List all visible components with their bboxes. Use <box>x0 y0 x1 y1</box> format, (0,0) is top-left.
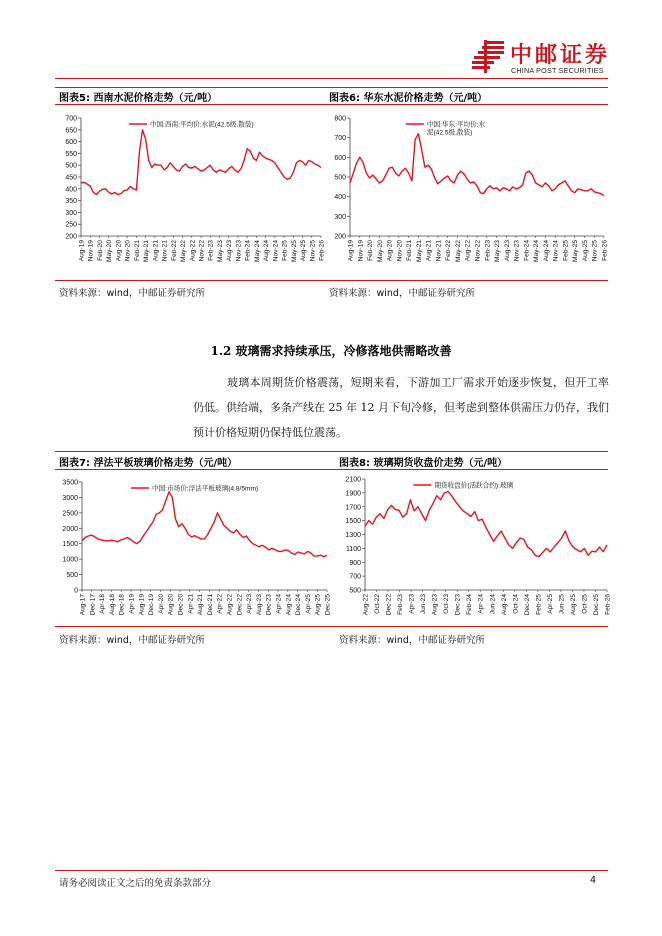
x-tick-label: Aug-22 <box>362 594 370 616</box>
china-post-logo-icon <box>470 40 506 74</box>
x-tick-label: Aug-22 <box>189 240 197 262</box>
x-tick-label: Oct-25 <box>581 594 589 614</box>
x-tick-label: May-22 <box>180 240 188 262</box>
x-tick-label: Nov-21 <box>435 240 443 262</box>
chart-southwest-cement <box>55 110 325 280</box>
brand-name-en: CHINA POST SECURITIES <box>511 66 604 75</box>
y-tick-label: 300 <box>334 213 346 221</box>
x-tick-label: Oct-22 <box>374 594 382 614</box>
x-tick-label: Aug-23 <box>503 240 511 262</box>
series-line <box>350 134 604 196</box>
x-tick-label: Feb-23 <box>207 240 215 261</box>
y-tick-label: 1700 <box>345 504 361 512</box>
figure-8-label: 图表8: <box>339 458 370 469</box>
x-tick-label: Feb-20 <box>367 240 375 261</box>
x-tick-label: Feb-24 <box>523 240 531 261</box>
x-tick-label: Aug-23 <box>255 594 263 616</box>
x-tick-label: Feb-25 <box>562 240 570 261</box>
series-line <box>365 492 607 557</box>
x-tick-label: Dec-19 <box>148 594 156 616</box>
x-tick-label: Apr-25 <box>304 594 312 614</box>
y-tick-label: 900 <box>349 559 361 567</box>
x-tick-label: Nov-24 <box>552 240 560 262</box>
y-tick-label: 2100 <box>345 476 361 484</box>
chart-axes <box>334 116 608 263</box>
x-tick-label: Feb-22 <box>445 240 453 261</box>
y-tick-label: 500 <box>349 587 361 595</box>
x-tick-label: May-22 <box>454 240 462 262</box>
x-tick-label: May-20 <box>106 240 114 262</box>
x-tick-label: Aug-25 <box>300 239 308 262</box>
x-tick-label: Feb-21 <box>133 240 141 261</box>
x-tick-label: Oct-23 <box>443 594 451 614</box>
header-logo <box>470 40 610 76</box>
y-tick-label: 2500 <box>62 510 78 518</box>
x-tick-label: Dec-20 <box>177 594 185 616</box>
figure-title-rule <box>55 87 608 88</box>
x-tick-label: Apr-24 <box>275 594 283 614</box>
y-tick-label: 1900 <box>345 490 361 498</box>
x-tick-label: Feb-23 <box>397 594 405 615</box>
series-line <box>82 492 327 557</box>
source-rule <box>55 280 608 281</box>
figure-7-source: 资料来源：wind，中邮证券研究所 <box>59 635 205 646</box>
figure-7-caption: 浮法平板玻璃价格走势（元/吨） <box>93 458 238 469</box>
chart-float-glass <box>55 474 333 624</box>
x-tick-label: Aug-19 <box>78 240 86 262</box>
y-tick-label: 200 <box>334 233 346 241</box>
figure-8-title <box>339 454 507 469</box>
y-tick-label: 550 <box>65 150 77 158</box>
figure-6-label: 图表6: <box>329 93 360 104</box>
x-tick-label: May-23 <box>494 240 502 262</box>
x-tick-label: Nov-25 <box>309 240 317 262</box>
figure-title-rule-bottom <box>55 104 608 105</box>
x-tick-label: Feb-20 <box>96 240 104 261</box>
figure-5-caption: 西南水泥价格走势（元/吨） <box>93 93 218 104</box>
x-tick-label: Dec-21 <box>206 594 214 616</box>
x-tick-label: Dec-25 <box>592 594 600 616</box>
x-tick-label: Aug-22 <box>464 240 472 262</box>
x-tick-label: Aug-20 <box>167 594 175 616</box>
x-tick-label: Aug-23 <box>431 594 439 616</box>
chart-east-china-cement <box>330 110 608 280</box>
x-tick-label: Aug-18 <box>108 594 116 616</box>
y-tick-label: 600 <box>334 154 346 162</box>
figure-6-caption: 华东水泥价格走势（元/吨） <box>363 93 488 104</box>
x-tick-label: May-21 <box>143 240 151 262</box>
brand-name-cn: 中邮证券 <box>510 43 611 68</box>
section-paragraph: 玻璃本周期货价格震荡，短期来看，下游加工厂需求开始逐步恢复，但开工率仍低。供给端，多条产线在 25 年 12 月下旬冷修，但考虑到整体供需压力仍存，我们预计价格短期仍保持低位震荡。 <box>193 376 609 439</box>
y-tick-label: 400 <box>334 194 346 202</box>
x-tick-label: Aug-21 <box>197 594 205 616</box>
figure-6-source: 资料来源：wind，中邮证券研究所 <box>329 288 475 299</box>
x-tick-label: May-25 <box>572 240 580 262</box>
figure-8-source: 资料来源：wind，中邮证券研究所 <box>339 635 485 646</box>
figure-6-title <box>329 89 487 104</box>
x-tick-label: Feb-25 <box>281 240 289 261</box>
x-tick-label: Feb-21 <box>406 240 414 261</box>
x-tick-label: Apr-21 <box>187 594 195 614</box>
x-tick-label: Jun-25 <box>558 594 566 615</box>
x-tick-label: May-25 <box>290 239 298 262</box>
x-tick-label: May-24 <box>533 240 541 262</box>
x-tick-label: May-24 <box>253 240 261 262</box>
figure-5-source: 资料来源：wind，中邮证券研究所 <box>59 288 205 299</box>
legend-label: 中国:市场价:浮法平板玻璃(4.8/5mm) <box>152 485 259 493</box>
x-tick-label: Dec-23 <box>454 594 462 616</box>
y-tick-label: 350 <box>65 198 77 206</box>
x-tick-label: Nov-22 <box>198 240 206 262</box>
x-tick-label: Dec-17 <box>89 594 97 616</box>
source-rule-2 <box>55 626 608 627</box>
x-tick-label: Aug-25 <box>314 594 322 616</box>
x-tick-label: Aug-24 <box>285 594 293 616</box>
x-tick-label: Aug-22 <box>226 594 234 616</box>
x-tick-label: Dec-18 <box>118 594 126 616</box>
legend-label: 中国:西南:平均价:水泥(42.5级,散装) <box>150 121 254 129</box>
x-tick-label: Aug-20 <box>115 240 123 262</box>
figure-8-caption: 玻璃期货收盘价走势（元/吨） <box>373 458 508 469</box>
x-tick-label: Jun-23 <box>420 594 428 615</box>
y-tick-label: 450 <box>65 174 77 182</box>
x-tick-label: Feb-26 <box>318 240 326 261</box>
x-tick-label: Nov-24 <box>272 240 280 262</box>
x-tick-label: May-21 <box>415 240 423 262</box>
x-tick-label: Aug-24 <box>263 240 271 262</box>
x-tick-label: Aug-25 <box>569 594 577 616</box>
x-tick-label: Jun-24 <box>489 594 497 615</box>
y-tick-label: 700 <box>65 115 77 123</box>
header-rule <box>55 78 608 79</box>
y-tick-label: 650 <box>65 127 77 135</box>
x-tick-label: Nov-23 <box>235 240 243 262</box>
x-tick-label: Aug-17 <box>79 594 87 616</box>
x-tick-label: Feb-25 <box>535 594 543 615</box>
chart-legend <box>413 481 513 490</box>
x-tick-label: Nov-20 <box>124 240 132 262</box>
x-tick-label: Nov-22 <box>474 240 482 262</box>
x-tick-label: Apr-24 <box>477 594 485 614</box>
page-number: 4 <box>590 875 597 886</box>
y-tick-label: 600 <box>65 139 77 147</box>
x-tick-label: Aug-25 <box>581 240 589 262</box>
x-tick-label: Apr-22 <box>216 594 224 614</box>
y-tick-label: 500 <box>66 572 78 580</box>
y-tick-label: 800 <box>334 115 346 123</box>
y-tick-label: 200 <box>65 233 77 241</box>
y-tick-label: 0 <box>74 587 78 595</box>
figure-title-rule-2-bottom <box>55 469 608 470</box>
y-tick-label: 1000 <box>62 556 78 564</box>
y-tick-label: 1500 <box>345 518 361 526</box>
x-tick-label: Feb-26 <box>601 240 609 261</box>
x-tick-label: Apr-23 <box>246 594 254 614</box>
x-tick-label: Feb-23 <box>484 240 492 261</box>
x-tick-label: Aug-20 <box>386 240 394 262</box>
figure-7-title <box>59 454 237 469</box>
x-tick-label: Dec-25 <box>324 594 332 616</box>
x-tick-label: Aug-21 <box>425 240 433 262</box>
x-tick-label: Dec-22 <box>385 594 393 616</box>
legend-label: 中国:华东:平均价:水泥(42.5级,散装) <box>426 121 486 137</box>
x-tick-label: May-23 <box>216 240 224 262</box>
footer-rule <box>55 870 608 871</box>
x-tick-label: Nov-19 <box>87 240 95 262</box>
x-tick-label: Apr-23 <box>408 594 416 614</box>
x-tick-label: Nov-20 <box>396 240 404 262</box>
y-tick-label: 300 <box>65 209 77 217</box>
x-tick-label: Feb-22 <box>170 240 178 261</box>
x-tick-label: Aug-23 <box>226 240 234 262</box>
x-tick-label: Apr-20 <box>157 594 165 614</box>
x-tick-label: Feb-24 <box>466 594 474 615</box>
x-tick-label: Dec-24 <box>295 594 303 616</box>
chart-legend <box>129 120 254 129</box>
series-line <box>81 130 321 195</box>
x-tick-label: Apr-18 <box>99 594 107 614</box>
section-heading: 1.2 玻璃需求持续承压，冷修落地供需略改善 <box>210 344 452 358</box>
x-tick-label: Nov-25 <box>591 240 599 262</box>
x-tick-label: May-20 <box>376 240 384 262</box>
x-tick-label: Aug-19 <box>138 594 146 616</box>
x-tick-label: Apr-19 <box>128 594 136 614</box>
figure-7-label: 图表7: <box>59 458 90 469</box>
x-tick-label: Feb-26 <box>604 594 612 615</box>
x-tick-label: Dec-23 <box>265 594 273 616</box>
figure-title-rule-2 <box>55 451 608 452</box>
y-tick-label: 500 <box>65 162 77 170</box>
x-tick-label: Dec-22 <box>236 594 244 616</box>
y-tick-label: 400 <box>65 186 77 194</box>
figure-5-title <box>59 89 217 104</box>
x-tick-label: Dec-24 <box>523 594 531 616</box>
y-tick-label: 700 <box>349 573 361 581</box>
y-tick-label: 500 <box>334 174 346 182</box>
chart-legend <box>131 484 258 493</box>
y-tick-label: 3500 <box>62 479 78 487</box>
y-tick-label: 1100 <box>345 545 361 553</box>
x-tick-label: Aug-21 <box>152 240 160 262</box>
x-tick-label: Nov-23 <box>513 240 521 262</box>
y-tick-label: 1300 <box>345 532 361 539</box>
legend-label: 期货收盘价(活跃合约):玻璃 <box>434 482 514 490</box>
figure-5-label: 图表5: <box>59 93 90 104</box>
x-tick-label: Nov-21 <box>161 240 169 262</box>
chart-glass-futures <box>335 474 610 624</box>
x-tick-label: Aug-24 <box>542 240 550 262</box>
y-tick-label: 2000 <box>62 525 78 533</box>
footer-disclaimer: 请务必阅读正文之后的免责条款部分 <box>59 878 212 889</box>
y-tick-label: 3000 <box>62 494 78 502</box>
y-tick-label: 1500 <box>62 541 78 549</box>
y-tick-label: 700 <box>334 135 346 143</box>
x-tick-label: Feb-24 <box>244 240 252 261</box>
x-tick-label: Nov-19 <box>357 240 365 262</box>
x-tick-label: Oct-24 <box>512 594 520 614</box>
chart-axes <box>62 480 331 616</box>
y-tick-label: 250 <box>65 221 77 229</box>
x-tick-label: Aug-19 <box>347 240 355 262</box>
x-tick-label: Apr-25 <box>546 594 554 614</box>
x-tick-label: Aug-24 <box>500 594 508 616</box>
